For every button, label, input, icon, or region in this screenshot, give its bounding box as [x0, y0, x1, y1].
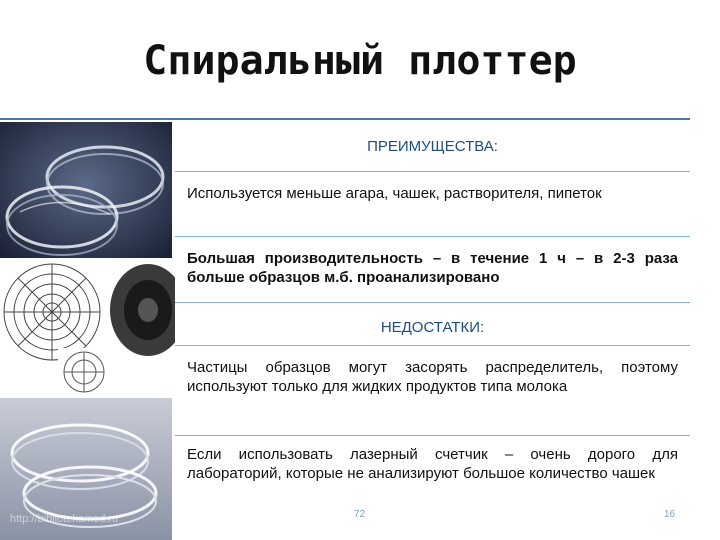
advantage-item-1: Используется меньше агара, чашек, растворителя, пипеток: [175, 172, 690, 237]
advantage-item-2: Большая производительность – в течение 1 ч – в 2-3 раза больше образцов м.б. проанализировано: [175, 237, 690, 303]
slide-title: Спиральный плоттер: [143, 38, 577, 84]
plate-sample-photo: [108, 258, 175, 368]
disadvantage-item-1: Частицы образцов могут засорять распределитель, поэтому используют только для жидких продуктов типа молока: [175, 346, 690, 436]
advantages-header: ПРЕИМУЩЕСТВА:: [175, 120, 690, 172]
slide-page-number: 16: [664, 509, 676, 520]
petri-dish-photo-top: [0, 122, 172, 260]
disadvantage-item-2: Если использовать лазерный счетчик – очень дорого для лабораторий, которые не анализируют большое количество чашек: [187, 446, 678, 482]
small-grid-diagram: [58, 348, 110, 396]
slide-footer-number-left: 72: [354, 509, 366, 520]
disadvantages-header: НЕДОСТАТКИ:: [175, 303, 690, 346]
watermark-text: http://bibliotekamed.ru: [10, 513, 119, 525]
pros-cons-table: [175, 120, 690, 526]
